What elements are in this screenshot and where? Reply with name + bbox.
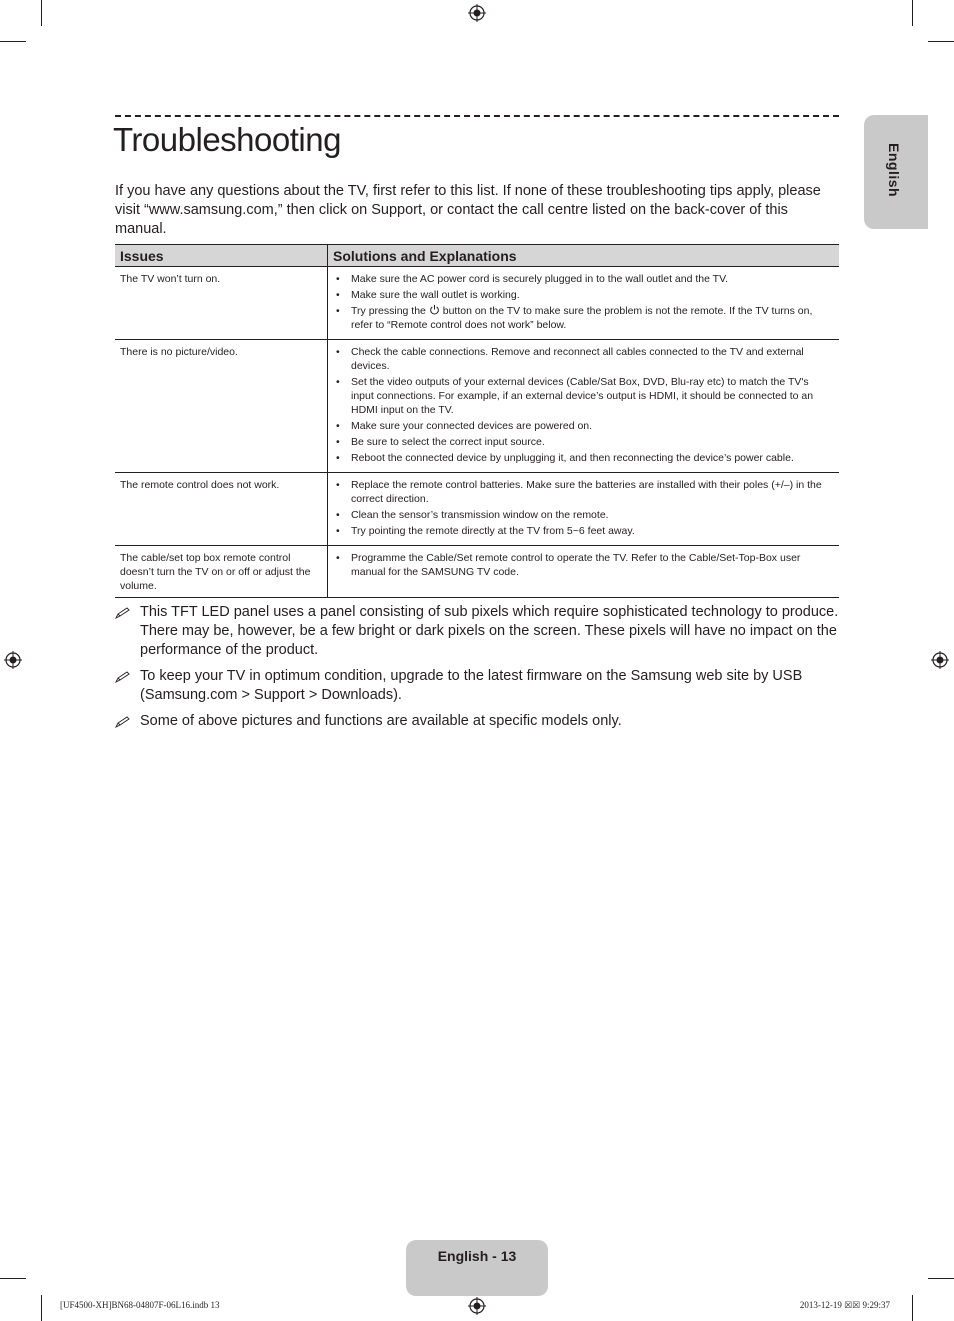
solution-item: • Check the cable connections. Remove and reconnect all cables connected to the TV and external devices. bbox=[351, 345, 834, 373]
page-number-tab bbox=[406, 1240, 548, 1296]
solution-item: • Make sure your connected devices are powered on. bbox=[351, 419, 834, 433]
notes-section bbox=[115, 603, 839, 738]
table-row bbox=[115, 546, 839, 598]
note-text: Some of above pictures and functions are available at specific models only. bbox=[140, 713, 622, 729]
language-tab-label: English bbox=[886, 143, 902, 198]
issue-cell: The remote control does not work. bbox=[115, 473, 328, 546]
solution-text: Try pressing the bbox=[351, 305, 426, 317]
print-file-label: [UF4500-XH]BN68-04807F-06L16.indb 13 bbox=[60, 1300, 220, 1310]
solution-item: • Set the video outputs of your external devices (Cable/Sat Box, DVD, Blu-ray etc) to match the TV's input connections. For example, if an external device’s output is HDMI, it should be connected to an HDMI input on the TV. bbox=[351, 375, 834, 417]
solution-item: • Programme the Cable/Set remote control to operate the TV. Refer to the Cable/Set-Top-Box user manual for the SAMSUNG TV code. bbox=[351, 551, 834, 579]
pencil-note-icon bbox=[115, 671, 131, 683]
registration-mark-icon bbox=[468, 4, 486, 22]
solution-item bbox=[351, 304, 834, 332]
print-date-label: 2013-12-19 ☒☒ 9:29:37 bbox=[799, 1300, 890, 1310]
crop-mark bbox=[928, 1278, 954, 1279]
registration-mark-icon bbox=[931, 651, 949, 669]
solution-item: • Try pointing the remote directly at the TV from 5~6 feet away. bbox=[351, 524, 834, 538]
solution-item: • Replace the remote control batteries. Make sure the batteries are installed with their poles (+/–) in the correct direction. bbox=[351, 478, 834, 506]
column-header-solutions: Solutions and Explanations bbox=[328, 245, 840, 267]
issue-cell: The cable/set top box remote control doesn’t turn the TV on or off or adjust the volume. bbox=[115, 546, 328, 598]
title-divider bbox=[115, 115, 839, 117]
crop-mark bbox=[41, 0, 42, 26]
table-row bbox=[115, 340, 839, 473]
solution-item: • Clean the sensor’s transmission window on the remote. bbox=[351, 508, 834, 522]
column-header-issues: Issues bbox=[115, 245, 328, 267]
note-text: To keep your TV in optimum condition, upgrade to the latest firmware on the Samsung web site by USB (Samsung.com > Support > Downloads). bbox=[140, 668, 803, 703]
registration-mark-icon bbox=[4, 651, 22, 669]
troubleshooting-table bbox=[115, 244, 839, 598]
table-row bbox=[115, 267, 839, 340]
page-number-label: English - 13 bbox=[437, 1248, 517, 1264]
crop-mark bbox=[912, 1295, 913, 1321]
power-icon bbox=[429, 304, 440, 315]
solutions-cell bbox=[328, 473, 840, 546]
issue-cell: The TV won’t turn on. bbox=[115, 267, 328, 340]
intro-paragraph: If you have any questions about the TV, first refer to this list. If none of these troubleshooting tips apply, please visit “www.samsung.com,” then click on Support, or contact the call centre listed on the back-cover of this manual. bbox=[115, 183, 821, 237]
solutions-cell bbox=[328, 267, 840, 340]
note-item bbox=[115, 603, 839, 660]
solution-text: button on the TV to make sure the problem is not the remote. If the TV turns on, refer to “Remote control does not work” below. bbox=[351, 305, 813, 331]
crop-mark bbox=[41, 1295, 42, 1321]
solution-item: • Be sure to select the correct input source. bbox=[351, 435, 834, 449]
crop-mark bbox=[0, 1278, 26, 1279]
pencil-note-icon bbox=[115, 716, 131, 728]
crop-mark bbox=[0, 41, 26, 42]
solutions-cell bbox=[328, 340, 840, 473]
registration-mark-icon bbox=[468, 1297, 486, 1315]
pencil-note-icon bbox=[115, 607, 131, 619]
page-title: Troubleshooting bbox=[113, 121, 341, 158]
solutions-cell bbox=[328, 546, 840, 598]
crop-mark bbox=[928, 41, 954, 42]
issue-cell: There is no picture/video. bbox=[115, 340, 328, 473]
table-row bbox=[115, 473, 839, 546]
language-tab bbox=[864, 115, 928, 229]
note-text: This TFT LED panel uses a panel consisting of sub pixels which require sophisticated technology to produce. There may be, however, be a few bright or dark pixels on the screen. These pixels will have no impact on the performance of the product. bbox=[140, 604, 839, 658]
crop-mark bbox=[912, 0, 913, 26]
solution-item: • Make sure the wall outlet is working. bbox=[351, 288, 834, 302]
solution-item: • Make sure the AC power cord is securely plugged in to the wall outlet and the TV. bbox=[351, 272, 834, 286]
solution-item: • Reboot the connected device by unplugging it, and then reconnecting the device’s power cable. bbox=[351, 451, 834, 465]
note-item bbox=[115, 667, 839, 705]
table-header-row bbox=[115, 245, 839, 267]
note-item bbox=[115, 712, 839, 731]
